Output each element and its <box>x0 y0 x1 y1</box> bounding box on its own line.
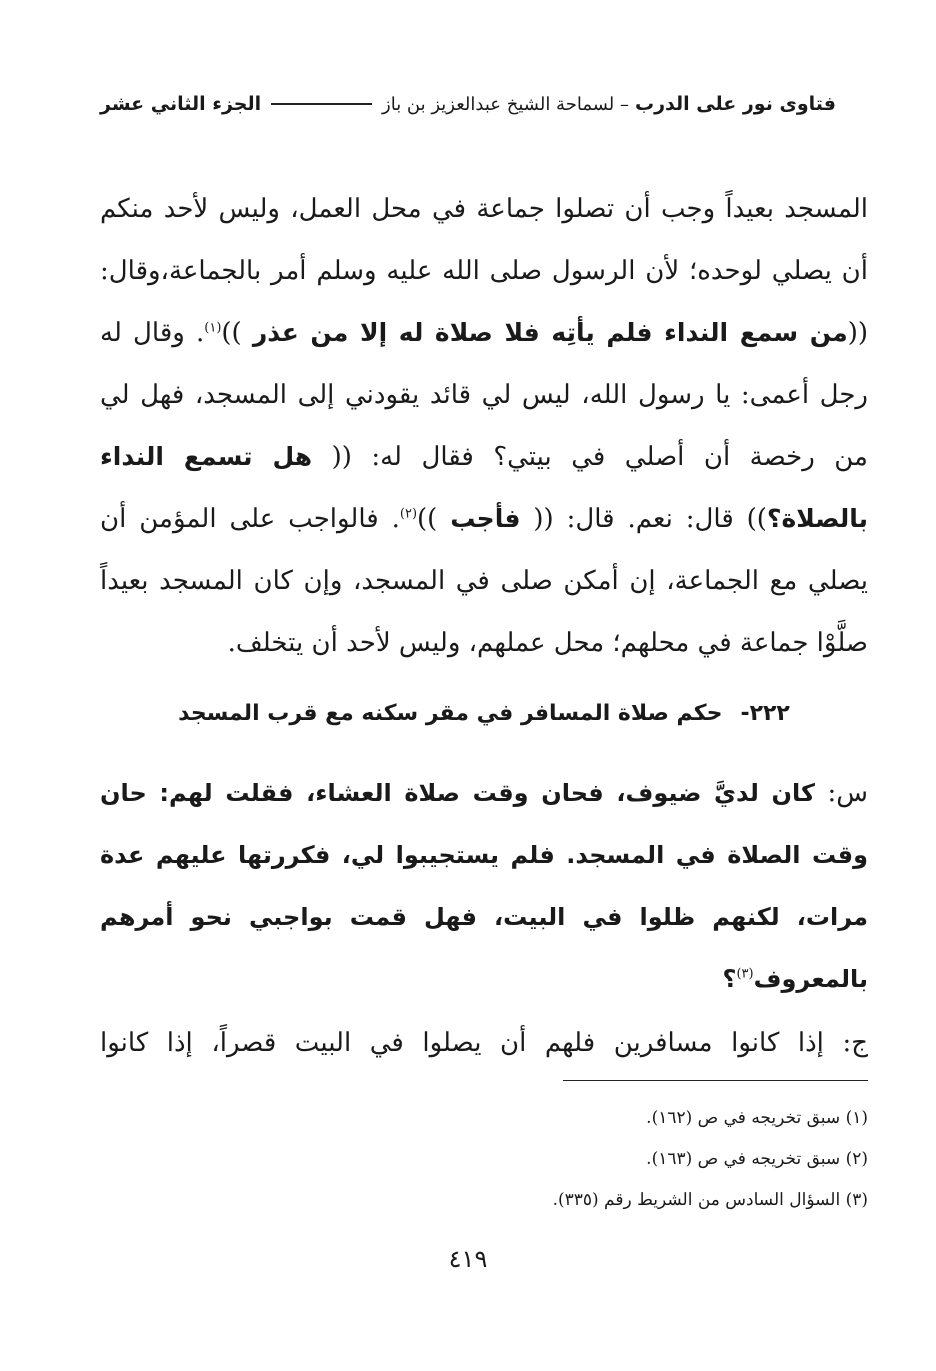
question-block <box>100 762 868 1010</box>
running-header <box>100 84 836 124</box>
footnote-item: (١) سبق تخريجه في ص (١٦٢). <box>646 1108 868 1128</box>
answer-text: ج: إذا كانوا مسافرين فلهم أن يصلوا في البيت قصراً، إذا كانوا <box>100 1028 868 1058</box>
section-number: ٢٢٢- <box>740 701 790 726</box>
question-end: ؟ <box>722 965 737 993</box>
footnote-ref: (١) <box>204 320 222 336</box>
text-segment: . وقال له رجل أعمى: يا رسول الله، ليس لي قائد يقودني إلى المسجد، فهل لي من رخصة أن أصلي في بيتي؟ فقال له: (( <box>100 318 868 472</box>
hadith-quote: فأجب <box>450 504 521 533</box>
hadith-quote: من سمع النداء فلم يأتِه فلا صلاة له إلا من عذر <box>252 318 848 347</box>
footnote-item: (٣) السؤال السادس من الشريط رقم (٣٣٥). <box>552 1190 868 1210</box>
footnotes <box>300 1098 868 1221</box>
text-segment: . فالواجب على المؤمن أن يصلي مع الجماعة، إن أمكن صلى في المسجد، وإن كان المسجد بعيداً صلَّوْا جماعة في محلهم؛ محل عملهم، وليس لأحد أن يتخلف. <box>100 504 868 658</box>
question-text: كان لديَّ ضيوف، فحان وقت صلاة العشاء، فقلت لهم: حان وقت الصلاة في المسجد. فلم يستجيبوا لي، فكررتها عليهم عدة مرات، لكنهم ظلوا في البيت، فهل قمت بواجبي نحو أمرهم بالمعروف <box>100 779 868 993</box>
footnote-item: (٢) سبق تخريجه في ص (١٦٣). <box>646 1149 868 1169</box>
footnote-ref: (٣) <box>736 966 754 982</box>
book-series-title: فتاوى نور على الدرب <box>635 93 836 115</box>
footnote-divider <box>563 1080 868 1081</box>
hadith-quote: هل تسمع النداء بالصلاة؟ <box>100 442 868 533</box>
question-prefix: س: <box>814 778 869 808</box>
section-title: حكم صلاة المسافر في مقر سكنه مع قرب المسجد <box>178 701 723 726</box>
paragraph-main <box>100 178 868 674</box>
book-part: الجزء الثاني عشر <box>100 93 262 115</box>
header-rule <box>271 103 372 105</box>
text-segment: )) قال: نعم. قال: (( <box>520 504 767 534</box>
answer-block <box>100 1012 868 1074</box>
section-heading <box>100 694 868 734</box>
text-segment: )) <box>417 504 451 534</box>
page-number: ٤١٩ <box>448 1245 488 1273</box>
book-author: – لسماحة الشيخ عبدالعزيز بن باز <box>382 93 629 115</box>
text-segment: المسجد بعيداً وجب أن تصلوا جماعة في محل العمل، وليس لأحد منكم أن يصلي لوحده؛ لأن الرسول صلى الله عليه وسلم أمر بالجماعة،وقال:(( <box>100 194 868 348</box>
text-segment: )) <box>221 318 253 348</box>
footnote-ref: (٢) <box>399 506 418 522</box>
paragraph-text <box>100 178 868 674</box>
